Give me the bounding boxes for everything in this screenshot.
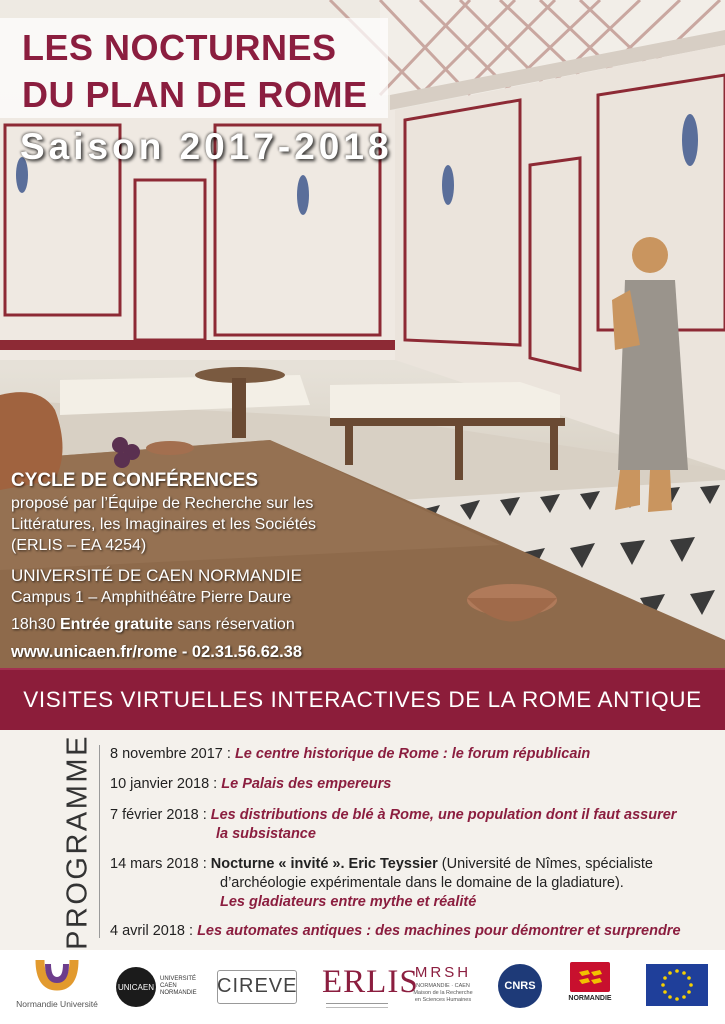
band-text: VISITES VIRTUELLES INTERACTIVES DE LA ROME ANTIQUE bbox=[23, 687, 702, 712]
program-event-4-info: d’archéologie expérimentale dans le domaine de la gladiature). bbox=[220, 875, 624, 891]
season-title: Saison 2017-2018 bbox=[20, 126, 393, 167]
unicaen-subtext: UNIVERSITÉ CAEN NORMANDIE bbox=[160, 976, 197, 996]
time: 18h30 bbox=[11, 616, 56, 633]
conference-heading: CYCLE DE CONFÉRENCES bbox=[11, 470, 259, 491]
partner-logos bbox=[0, 950, 725, 1024]
program-event-1: 8 novembre 2017 : Le centre historique de Rome : le forum républicain bbox=[110, 746, 591, 762]
program-event-4: 14 mars 2018 : Nocturne « invité ». Eric Teyssier (Université de Nîmes, spécialiste bbox=[110, 856, 653, 872]
organizer-line-3: (ERLIS – EA 4254) bbox=[11, 537, 147, 554]
mrsh-text: MRSH bbox=[414, 964, 472, 981]
eu-flag-logo bbox=[646, 950, 708, 1024]
campus-location: Campus 1 – Amphithéâtre Pierre Daure bbox=[11, 589, 292, 606]
program-event-5: 4 avril 2018 : Les automates antiques : des machines pour démontrer et surprendre bbox=[110, 923, 681, 939]
lions-icon bbox=[576, 966, 604, 988]
university-name: UNIVERSITÉ DE CAEN NORMANDIE bbox=[11, 566, 302, 585]
organizer-line-1: proposé par l’Équipe de Recherche sur les bbox=[11, 495, 314, 512]
contact-link[interactable]: www.unicaen.fr/rome - 02.31.56.62.38 bbox=[11, 643, 303, 661]
program-event-2: 10 janvier 2018 : Le Palais des empereurs bbox=[110, 776, 392, 792]
title-line-1: LES NOCTURNES bbox=[22, 27, 337, 68]
mrsh-logo bbox=[407, 950, 479, 1024]
region-text: NORMANDIE bbox=[568, 995, 612, 1002]
normandie-universite-logo bbox=[12, 950, 102, 1024]
subtitle-band bbox=[0, 668, 725, 730]
title-line-2: DU PLAN DE ROME bbox=[22, 74, 368, 115]
nu-label: Normandie Université bbox=[16, 999, 98, 1009]
erlis-text: ERLIS bbox=[322, 964, 419, 1000]
free-entry: Entrée gratuite bbox=[59, 616, 173, 633]
unicaen-logo bbox=[116, 950, 198, 1024]
program-event-3-cont: la subsistance bbox=[216, 826, 316, 842]
schedule-info bbox=[11, 616, 295, 634]
program-divider bbox=[99, 745, 100, 938]
cnrs-circle: CNRS bbox=[498, 964, 542, 1008]
organizer-line-2: Littératures, les Imaginaires et les Sociétés bbox=[11, 516, 317, 533]
cireve-text: CIREVE bbox=[217, 975, 298, 997]
program-event-4-title: Les gladiateurs entre mythe et réalité bbox=[220, 894, 477, 910]
erlis-logo bbox=[322, 950, 419, 1024]
unicaen-circle: UNICAEN bbox=[116, 967, 156, 1007]
program-event-3: 7 février 2018 : Les distributions de blé à Rome, une population dont il faut assurer bbox=[110, 807, 677, 823]
region-normandie-logo bbox=[566, 950, 614, 1024]
reservation: sans réservation bbox=[177, 616, 295, 633]
program-label: PROGRAMME bbox=[61, 733, 94, 950]
cireve-logo bbox=[213, 950, 301, 1024]
eu-flag-icon bbox=[646, 964, 708, 1006]
cnrs-logo bbox=[498, 950, 542, 1024]
mrsh-subtext: NORMANDIE · CAEN Maison de la Recherche en Sciences Humaines bbox=[413, 983, 473, 1003]
nu-mark-icon bbox=[12, 950, 102, 1000]
